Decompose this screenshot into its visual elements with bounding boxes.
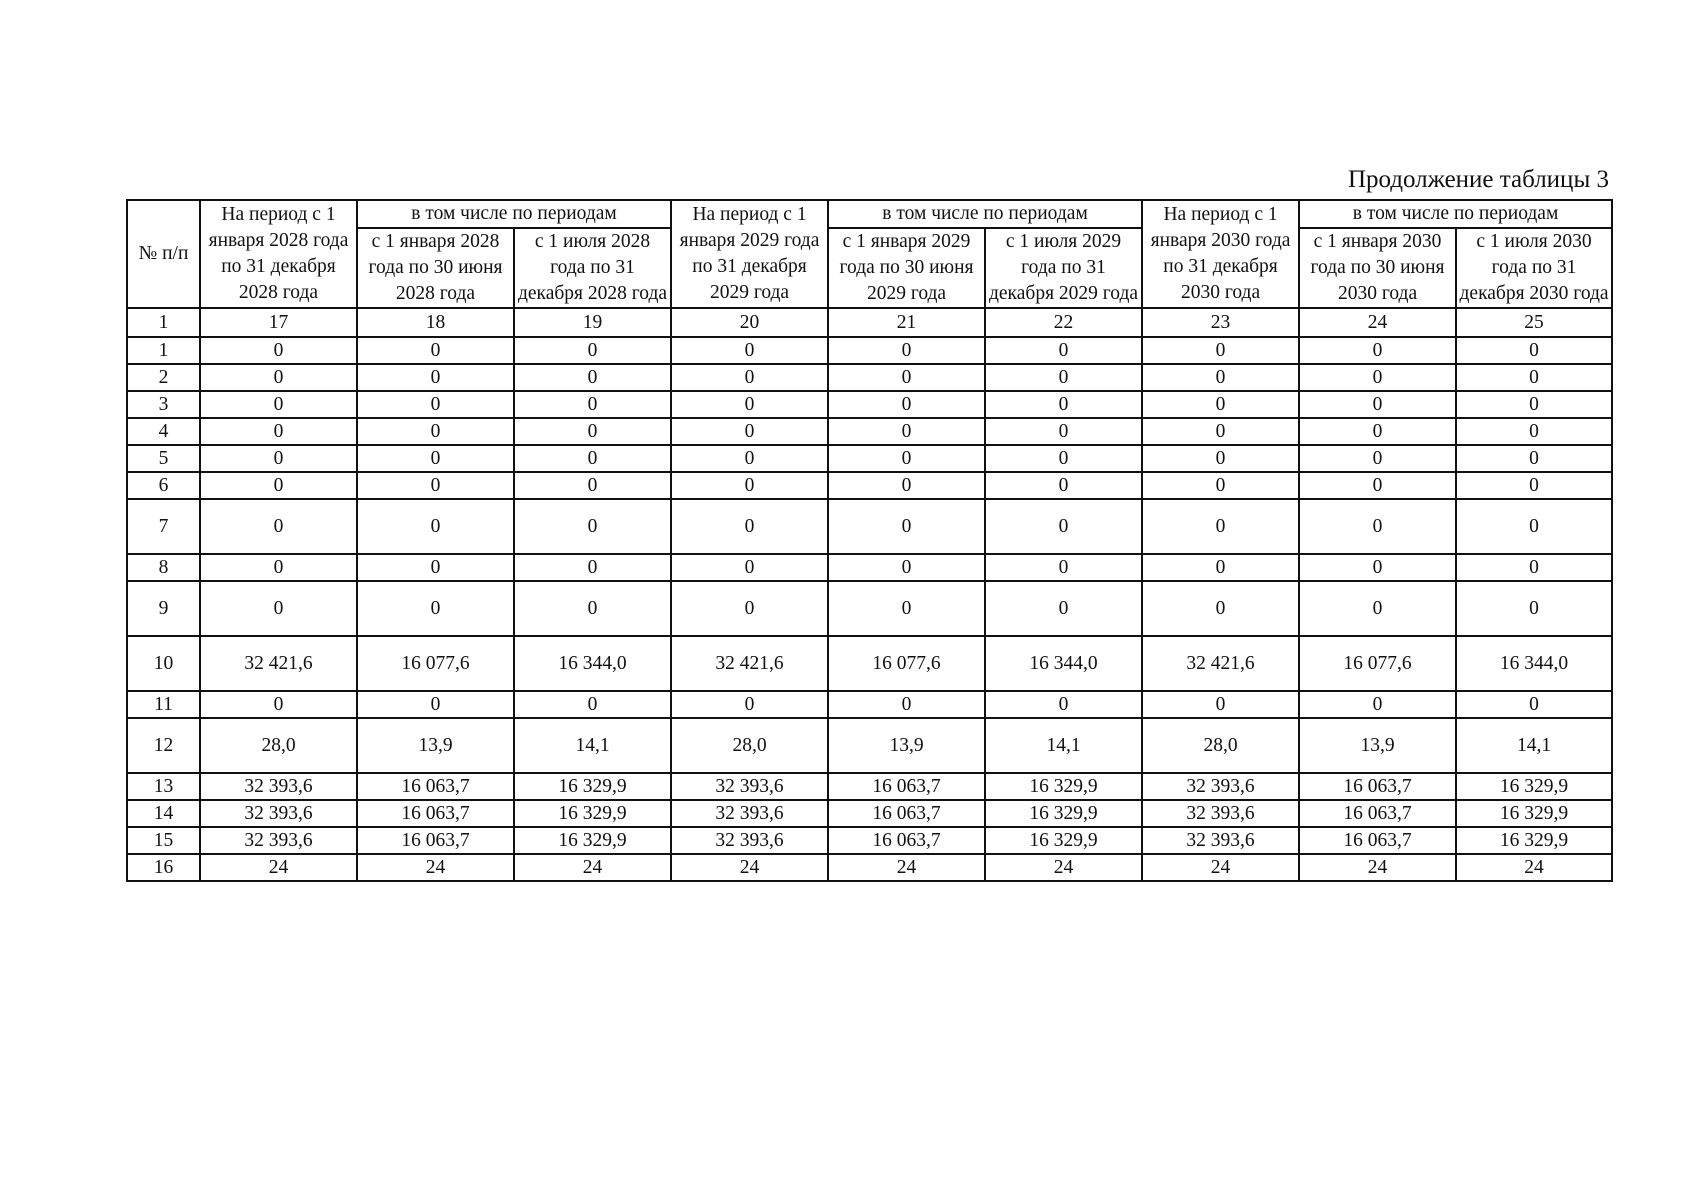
table-cell: 32 421,6 [200, 636, 357, 691]
table-cell: 0 [828, 337, 985, 364]
table-cell: 16 329,9 [1456, 773, 1612, 800]
row-number: 7 [127, 499, 200, 554]
row-number: 1 [127, 337, 200, 364]
table-cell: 0 [1299, 337, 1456, 364]
table-cell: 0 [1142, 418, 1299, 445]
table-cell: 0 [200, 364, 357, 391]
table-cell: 16 329,9 [985, 827, 1142, 854]
header-num-col: № п/п [127, 200, 200, 308]
table-cell: 0 [671, 418, 828, 445]
table-cell: 32 393,6 [200, 800, 357, 827]
table-row [127, 337, 1612, 364]
table-cell: 0 [985, 554, 1142, 581]
table-cell: 0 [1299, 418, 1456, 445]
table-cell: 32 393,6 [1142, 827, 1299, 854]
table-cell: 16 063,7 [828, 827, 985, 854]
table-cell: 28,0 [671, 718, 828, 773]
table-cell: 0 [357, 337, 514, 364]
table-cell: 0 [985, 445, 1142, 472]
table-cell: 0 [357, 554, 514, 581]
table-cell: 0 [1142, 337, 1299, 364]
table-cell: 16 329,9 [985, 800, 1142, 827]
table-cell: 0 [514, 499, 671, 554]
table-caption: Продолжение таблицы 3 [1347, 166, 1609, 193]
row-number: 9 [127, 581, 200, 636]
table-cell: 0 [514, 691, 671, 718]
table-row [127, 581, 1612, 636]
table-row [127, 691, 1612, 718]
table-row [127, 364, 1612, 391]
row-number: 14 [127, 800, 200, 827]
table-cell: 0 [1299, 391, 1456, 418]
table-cell: 0 [200, 499, 357, 554]
column-number-cell: 17 [200, 308, 357, 337]
column-number-cell: 22 [985, 308, 1142, 337]
table-cell: 0 [357, 445, 514, 472]
table-cell: 0 [200, 337, 357, 364]
table-cell: 16 063,7 [357, 827, 514, 854]
table-cell: 0 [514, 418, 671, 445]
table-body [127, 337, 1612, 881]
header-sub-h1-2030: с 1 января 2030 года по 30 июня 2030 года [1299, 228, 1456, 308]
table-cell: 0 [514, 364, 671, 391]
table-row [127, 854, 1612, 881]
table-cell: 0 [1299, 581, 1456, 636]
table-cell: 0 [1456, 554, 1612, 581]
table-cell: 16 344,0 [985, 636, 1142, 691]
header-period-2030: На период с 1 января 2030 года по 31 декабря 2030 года [1142, 200, 1299, 308]
table-cell: 0 [1142, 391, 1299, 418]
table-cell: 14,1 [985, 718, 1142, 773]
table-cell: 0 [1299, 445, 1456, 472]
table-cell: 0 [1299, 499, 1456, 554]
column-number-cell: 20 [671, 308, 828, 337]
table-row [127, 472, 1612, 499]
table-cell: 0 [671, 499, 828, 554]
column-number-cell: 25 [1456, 308, 1612, 337]
table-cell: 24 [1142, 854, 1299, 881]
table-cell: 13,9 [1299, 718, 1456, 773]
table-row [127, 827, 1612, 854]
row-number: 16 [127, 854, 200, 881]
row-number: 2 [127, 364, 200, 391]
table-cell: 0 [514, 581, 671, 636]
table-cell: 0 [357, 499, 514, 554]
table-cell: 16 344,0 [514, 636, 671, 691]
table-row [127, 800, 1612, 827]
table-cell: 0 [357, 581, 514, 636]
table-cell: 16 329,9 [985, 773, 1142, 800]
table-cell: 14,1 [1456, 718, 1612, 773]
table-cell: 14,1 [514, 718, 671, 773]
table-cell: 0 [1299, 472, 1456, 499]
table-cell: 16 077,6 [828, 636, 985, 691]
table-cell: 24 [1456, 854, 1612, 881]
table-cell: 16 063,7 [1299, 800, 1456, 827]
table-cell: 24 [1299, 854, 1456, 881]
table-cell: 0 [671, 554, 828, 581]
table-cell: 16 077,6 [1299, 636, 1456, 691]
table-cell: 0 [671, 445, 828, 472]
table-row [127, 445, 1612, 472]
column-number-cell: 1 [127, 308, 200, 337]
table-cell: 0 [1142, 499, 1299, 554]
table-cell: 0 [828, 554, 985, 581]
table-cell: 0 [200, 418, 357, 445]
table-cell: 16 063,7 [357, 800, 514, 827]
column-number-row [127, 308, 1612, 337]
table-cell: 32 393,6 [1142, 800, 1299, 827]
table-cell: 0 [200, 554, 357, 581]
row-number: 13 [127, 773, 200, 800]
table-cell: 0 [1456, 691, 1612, 718]
table-cell: 28,0 [1142, 718, 1299, 773]
header-subperiods-2029: в том числе по периодам [828, 200, 1142, 228]
table-cell: 0 [1456, 472, 1612, 499]
header-sub-h2-2030: с 1 июля 2030 года по 31 декабря 2030 года [1456, 228, 1612, 308]
table-cell: 16 329,9 [514, 773, 671, 800]
table-cell: 0 [985, 337, 1142, 364]
table-cell: 16 063,7 [1299, 773, 1456, 800]
table-cell: 0 [828, 445, 985, 472]
table-cell: 13,9 [828, 718, 985, 773]
table-cell: 0 [1456, 581, 1612, 636]
table-cell: 0 [1142, 445, 1299, 472]
table-cell: 0 [357, 472, 514, 499]
table-cell: 24 [357, 854, 514, 881]
table-cell: 0 [985, 418, 1142, 445]
table-row [127, 636, 1612, 691]
header-sub-h2-2028: с 1 июля 2028 года по 31 декабря 2028 года [514, 228, 671, 308]
table-cell: 0 [200, 472, 357, 499]
table-cell: 0 [514, 472, 671, 499]
row-number: 8 [127, 554, 200, 581]
table-cell: 0 [514, 337, 671, 364]
table-cell: 0 [828, 364, 985, 391]
table-cell: 0 [357, 418, 514, 445]
table-cell: 16 344,0 [1456, 636, 1612, 691]
table-cell: 0 [200, 445, 357, 472]
table-cell: 0 [1456, 391, 1612, 418]
table-cell: 24 [514, 854, 671, 881]
table-cell: 0 [1456, 499, 1612, 554]
header-period-2029: На период с 1 января 2029 года по 31 декабря 2029 года [671, 200, 828, 308]
table-cell: 0 [671, 364, 828, 391]
table-cell: 0 [357, 391, 514, 418]
table-cell: 0 [1456, 445, 1612, 472]
table-cell: 0 [671, 337, 828, 364]
row-number: 3 [127, 391, 200, 418]
table-cell: 0 [671, 472, 828, 499]
header-sub-h1-2028: с 1 января 2028 года по 30 июня 2028 года [357, 228, 514, 308]
table-row [127, 418, 1612, 445]
header-sub-h1-2029: с 1 января 2029 года по 30 июня 2029 года [828, 228, 985, 308]
table-cell: 16 063,7 [357, 773, 514, 800]
table-cell: 28,0 [200, 718, 357, 773]
table-row [127, 718, 1612, 773]
header-subperiods-2030: в том числе по периодам [1299, 200, 1612, 228]
data-table [126, 199, 1613, 882]
table-cell: 0 [1456, 364, 1612, 391]
table-cell: 0 [1142, 581, 1299, 636]
table-cell: 32 393,6 [200, 773, 357, 800]
table-cell: 0 [200, 391, 357, 418]
table-cell: 0 [357, 691, 514, 718]
column-number-cell: 19 [514, 308, 671, 337]
table-cell: 0 [1142, 364, 1299, 391]
table-cell: 0 [357, 364, 514, 391]
table-cell: 0 [1142, 691, 1299, 718]
table-cell: 0 [828, 691, 985, 718]
table-cell: 0 [1456, 337, 1612, 364]
table-cell: 32 393,6 [671, 773, 828, 800]
table-cell: 0 [985, 364, 1142, 391]
table-cell: 32 393,6 [200, 827, 357, 854]
column-number-cell: 23 [1142, 308, 1299, 337]
header-subperiods-2028: в том числе по периодам [357, 200, 671, 228]
row-number: 6 [127, 472, 200, 499]
column-number-cell: 24 [1299, 308, 1456, 337]
header-sub-h2-2029: с 1 июля 2029 года по 31 декабря 2029 года [985, 228, 1142, 308]
row-number: 4 [127, 418, 200, 445]
table-cell: 16 063,7 [1299, 827, 1456, 854]
table-cell: 13,9 [357, 718, 514, 773]
table-cell: 24 [671, 854, 828, 881]
row-number: 10 [127, 636, 200, 691]
table-cell: 16 329,9 [514, 800, 671, 827]
table-cell: 16 329,9 [1456, 800, 1612, 827]
table-cell: 32 393,6 [671, 827, 828, 854]
table-cell: 0 [1299, 691, 1456, 718]
table-row [127, 773, 1612, 800]
table-cell: 0 [985, 691, 1142, 718]
table-cell: 0 [828, 499, 985, 554]
header-period-2028: На период с 1 января 2028 года по 31 декабря 2028 года [200, 200, 357, 308]
table-cell: 32 421,6 [1142, 636, 1299, 691]
table-cell: 0 [1142, 472, 1299, 499]
table-cell: 16 063,7 [828, 800, 985, 827]
table-cell: 24 [828, 854, 985, 881]
table-cell: 0 [1142, 554, 1299, 581]
row-number: 5 [127, 445, 200, 472]
column-number-cell: 21 [828, 308, 985, 337]
table-cell: 0 [514, 391, 671, 418]
table-cell: 0 [671, 581, 828, 636]
table-cell: 0 [514, 445, 671, 472]
table-cell: 0 [828, 391, 985, 418]
table-cell: 32 393,6 [1142, 773, 1299, 800]
table-cell: 24 [200, 854, 357, 881]
row-number: 15 [127, 827, 200, 854]
table-cell: 32 421,6 [671, 636, 828, 691]
table-cell: 0 [1456, 418, 1612, 445]
table-cell: 0 [985, 581, 1142, 636]
table-cell: 16 329,9 [514, 827, 671, 854]
table-cell: 0 [1299, 554, 1456, 581]
table-header [127, 200, 1612, 337]
table-cell: 16 077,6 [357, 636, 514, 691]
table-cell: 16 063,7 [828, 773, 985, 800]
table-cell: 0 [200, 581, 357, 636]
row-number: 11 [127, 691, 200, 718]
table-row [127, 554, 1612, 581]
table-row [127, 391, 1612, 418]
table-row [127, 499, 1612, 554]
table-cell: 0 [828, 472, 985, 499]
table-cell: 0 [985, 391, 1142, 418]
table-cell: 0 [985, 472, 1142, 499]
table-cell: 0 [671, 691, 828, 718]
table-cell: 24 [985, 854, 1142, 881]
column-number-cell: 18 [357, 308, 514, 337]
table-cell: 0 [671, 391, 828, 418]
table-cell: 0 [985, 499, 1142, 554]
table-cell: 32 393,6 [671, 800, 828, 827]
table-cell: 16 329,9 [1456, 827, 1612, 854]
table-cell: 0 [200, 691, 357, 718]
table-cell: 0 [828, 418, 985, 445]
table-cell: 0 [1299, 364, 1456, 391]
table-cell: 0 [514, 554, 671, 581]
table-cell: 0 [828, 581, 985, 636]
row-number: 12 [127, 718, 200, 773]
